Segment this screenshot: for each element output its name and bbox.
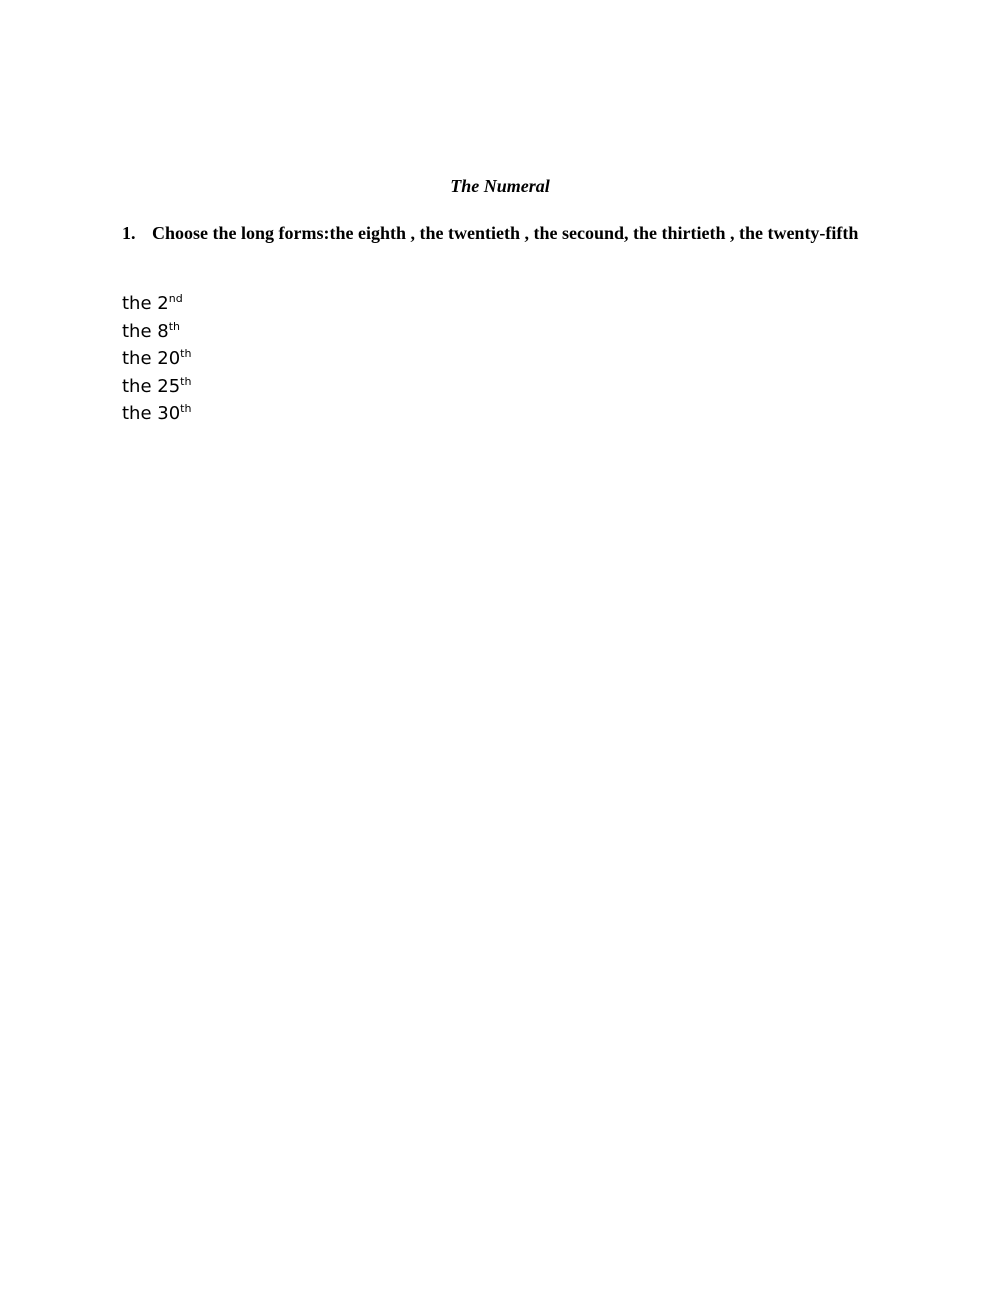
ordinal-suffix: th: [180, 402, 192, 415]
ordinal-suffix: nd: [168, 292, 183, 305]
ordinal-number: 8: [157, 320, 169, 342]
ordinal-prefix: the: [122, 348, 158, 369]
ordinal-item: [122, 345, 191, 373]
ordinal-number: 30: [157, 403, 181, 424]
task-instruction: [122, 222, 906, 244]
ordinal-item: [122, 318, 191, 346]
ordinal-number: 2: [157, 293, 169, 314]
task-number: 1.: [122, 223, 136, 243]
task-text: Choose the long forms:the eighth , the twentieth , the secound, the thirtieth , the twenty-fifth: [152, 223, 859, 243]
ordinal-prefix: the: [122, 403, 158, 424]
ordinal-prefix: the: [122, 375, 158, 397]
page-title: The Numeral: [450, 176, 550, 196]
ordinal-number: 25: [157, 375, 181, 397]
ordinal-item: [122, 400, 191, 428]
ordinal-prefix: the: [122, 320, 158, 342]
ordinal-prefix: the: [122, 293, 158, 314]
ordinal-suffix: th: [180, 374, 192, 388]
ordinal-list: [122, 290, 191, 428]
ordinal-suffix: th: [180, 347, 192, 360]
ordinal-item: [122, 290, 191, 318]
ordinal-number: 20: [157, 348, 181, 369]
ordinal-item: [122, 373, 191, 401]
ordinal-suffix: th: [168, 319, 181, 333]
